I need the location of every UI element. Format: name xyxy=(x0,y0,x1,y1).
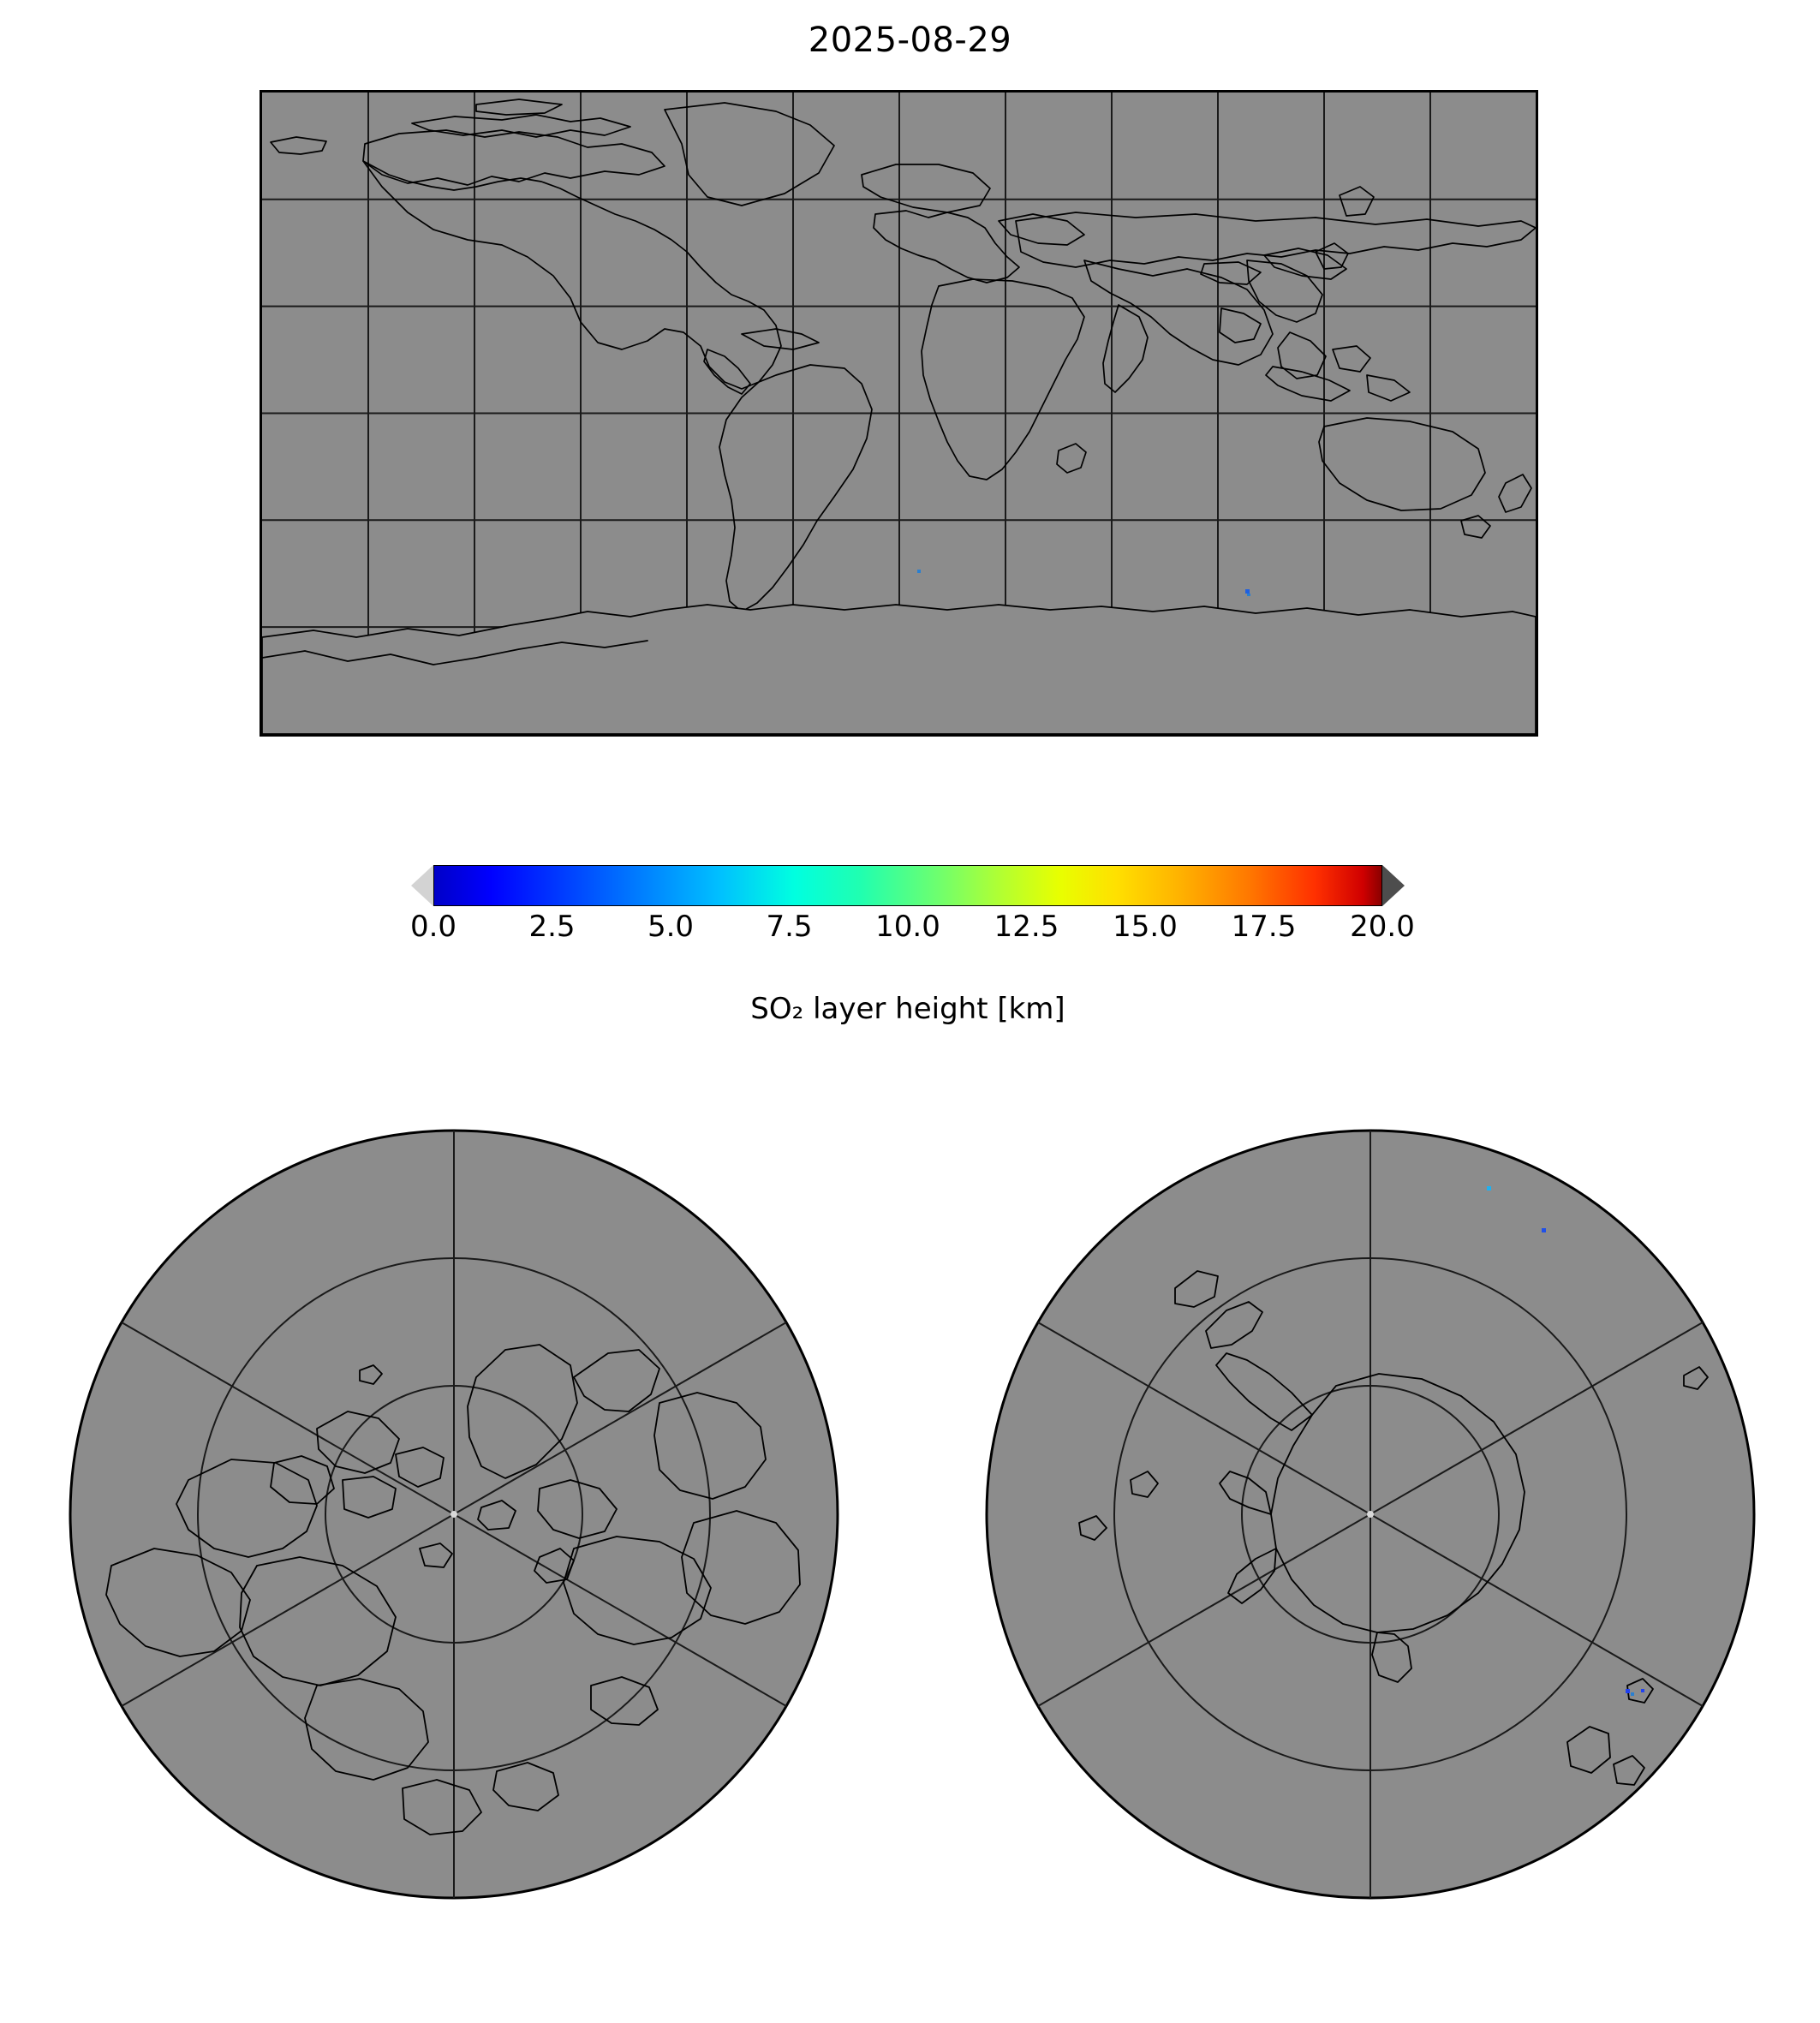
colorbar-label: SO₂ layer height [km] xyxy=(750,992,1065,1026)
north-polar-panel xyxy=(60,1120,848,1908)
colorbar-tick: 15.0 xyxy=(1113,910,1178,944)
global-map-svg xyxy=(262,92,1536,734)
colorbar-tick: 17.5 xyxy=(1231,910,1297,944)
colorbar-tick: 2.5 xyxy=(528,910,576,944)
colorbar-tick: 7.5 xyxy=(766,910,813,944)
chart-title: 2025-08-29 xyxy=(808,21,1012,60)
colorbar xyxy=(409,865,1415,1026)
colorbar-tick: 12.5 xyxy=(994,910,1059,944)
colorbar-tick: 10.0 xyxy=(875,910,940,944)
north-polar-map-svg xyxy=(60,1120,848,1908)
south-pole-marker xyxy=(1367,1511,1374,1518)
colorbar-under-arrow xyxy=(411,865,433,906)
colorbar-tick: 0.0 xyxy=(409,910,457,944)
colorbar-tick: 5.0 xyxy=(647,910,695,944)
south-polar-map-svg xyxy=(976,1120,1764,1908)
colorbar-tick-labels xyxy=(409,910,1415,947)
south-polar-panel xyxy=(976,1120,1764,1908)
colorbar-gradient xyxy=(433,865,1382,906)
colorbar-tick: 20.0 xyxy=(1350,910,1415,944)
north-pole-marker xyxy=(451,1511,457,1518)
colorbar-over-arrow xyxy=(1382,865,1405,906)
global-map-panel xyxy=(260,90,1538,737)
